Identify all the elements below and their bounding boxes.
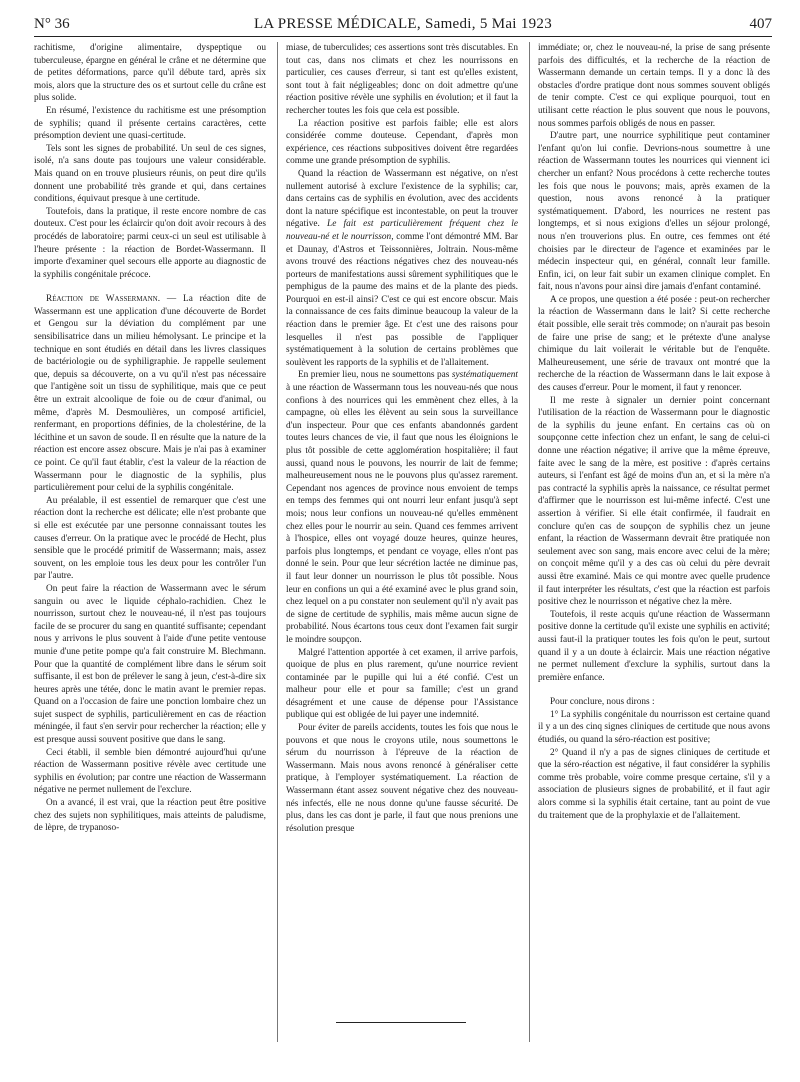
paragraph: Pour conclure, nous dirons : — [550, 697, 655, 708]
paragraph: Tels sont les signes de probabilité. Un seul de ces signes, isolé, n'a sans doute pas toujours une valeur considérable. Mais quand on en trouve plusieurs réunis, on peut dire qu'ils donnent une probabilité très grande et qui, dans certaines conditions, équivaut presque à une certitude. — [34, 143, 266, 205]
paragraph-text: En premier lieu, nous ne soumettons pas — [298, 370, 450, 381]
paragraph: On peut faire la réaction de Wassermann avec le sérum sanguin ou avec le liquide céphalo-rachidien. Chez le nourrisson, surtout chez le nouveau-né, il n'est pas toujours facile de se procurer du sang en quantité suffisante; cependant nous y arrivons le plus souvent à l'aide d'une petite ventouse munie d'une petite pompe qu'a fait construire M. Blechmann. Pour que la quantité de complément libre dans le sérum soit suffisante, il est bon de prélever le sang à jeun, c'est-à-dire six heures après une tétée, donc le matin avant le premier repas. Quand on a l'occasion de faire une ponction lombaire chez un sujet suspect de syphilis, particulièrement en cas de réaction méningée, il faut s'en servir pour rechercher la réaction; elle y est presque aussi souvent positive que dans le sang. — [34, 583, 266, 746]
paragraph: Il me reste à signaler un dernier point concernant l'utilisation de la réaction de Wassermann pour le diagnostic de la syphilis du jeune enfant. En certains cas où on soupçonne cette infection chez un enfant, le sang de celui-ci donne une réaction négative; il arrive que la même épreuve, faite avec le sang de la mère, est positive : d'après certains auteurs, si l'enfant est âgé de moins d'un an, et si la mère n'a pas contracté la syphilis après la naissance, ce résultat permet d'affirmer que le nourrisson est lui-même infecté. C'est une assertion à vérifier. Si elle était confirmée, il faudrait en conclure qu'en cas de soupçon de syphilis chez un jeune enfant, la réaction de Wassermann devrait être pratiquée non seulement avec son sang, mais encore avec celui de la mère; on conçoit même qu'il y a des cas où celui du père devrait aussi être examiné. Mais ce qui montre avec quelle prudence il faut interpréter les résultats, c'est que la réaction est parfois positive chez le nourrisson et négative chez la mère. — [538, 395, 770, 608]
issue-number: N° 36 — [34, 16, 70, 32]
journal-title: LA PRESSE MÉDICALE, Samedi, 5 Mai 1923 — [253, 16, 553, 32]
paragraph: 1° La syphilis congénitale du nourrisson est certaine quand il y a un des cinq signes cliniques de certitude que nous avons étudiés, ou quand la séro-réaction est positive; — [538, 709, 770, 746]
italic-text: Le fait est particulièrement fréquent chez le nouveau-né et le nourrisson, — [286, 219, 518, 242]
paragraph: Toutefois, il reste acquis qu'une réaction de Wassermann positive donne la certitude qu'il existe une syphilis en activité; aussi faut-il la pratiquer toutes les fois qu'on le peut, surtout quand il y a un doute à éclaircir. Mais une réaction négative ne permet nullement d'exclure la syphilis, surtout dans la première enfance. — [538, 609, 770, 683]
paragraph — [34, 293, 266, 495]
column-2 — [286, 42, 518, 1042]
paragraph: Au préalable, il est essentiel de remarquer que c'est une réaction dont la recherche est délicate; elle n'est probante que si elle est exécutée par une personne connaissant toutes les causes d'erreur. On la pratique avec le procédé de Hecht, plus sensible que le procédé primitif de Wassermann; mais, assez souvent, on les emploie tous les deux pour les contrôler l'un par l'autre. — [34, 495, 266, 582]
paragraph: rachitisme, d'origine alimentaire, dyspeptique ou tuberculeuse, épargne en général le crâne et ne détermine que de petites déformations, parce qu'il débute tard, après six mois, alors que la structure des os et surtout celle du crâne est plus solide. — [34, 43, 266, 104]
paragraph: Toutefois, dans la pratique, il reste encore nombre de cas douteux. C'est pour les éclaircir qu'on doit avoir recours à des procédés de laboratoire; parmi ceux-ci un seul est utilisable à l'heure présente : la réaction de Bordet-Wassermann. Il importe d'examiner quel secours elle apporte au diagnostic de la syphilis congénitale précoce. — [34, 206, 266, 280]
paragraph: Pour éviter de pareils accidents, toutes les fois que nous le pouvons et que nous le croyons utile, nous soumettons le sérum du nourrisson à l'épreuve de la réaction de Wassermann. Mais nous avons renoncé à généraliser cette pratique, à l'employer systématiquement. La réaction de Wassermann étant assez souvent négative chez des nouveau-nés infectés, elle ne nous donne qu'une fausse sécurité. De plus, dans les cas dont je parle, il faut que nous prenions une résolution presque — [286, 723, 518, 834]
paragraph: 2° Quand il n'y a pas de signes cliniques de certitude et que la séro-réaction est négative, il faut considérer la syphilis comme très probable, voire comme presque certaine, s'il y a association de plusieurs signes de probabilité, et il faut agir alors comme si la syphilis était certaine, tant au point de vue du traitement que de la prophylaxie et de l'allaitement. — [538, 747, 770, 821]
paragraph: A ce propos, une question a été posée : peut-on rechercher la réaction de Wassermann dans le lait? Si cette recherche était possible, elle serait très commode; on n'aurait pas besoin de faire une prise de sang; et le prétexte d'une analyse chimique du lait voilerait le véritable but de l'enquête. Malheureusement, une série de travaux ont montré que la recherche de la réaction de Wassermann dans le lait expose à des causes d'erreur. Pour le moment, il faut y renoncer. — [538, 294, 770, 394]
paragraph: On a avancé, il est vrai, que la réaction peut être positive chez des sujets non syphilitiques, mais atteints de paludisme, de lèpre, de trypanoso- — [34, 798, 266, 834]
page-number: 407 — [749, 16, 772, 32]
paragraph: immédiate; or, chez le nouveau-né, la prise de sang présente parfois des difficultés, et la recherche de la réaction de Wassermann demande un certain temps. Il y a donc là des obstacles d'ordre pratique dont nous sommes souvent obligés de tenir compte. C'est ce qui explique pourquoi, tout en utilisant cette réaction le plus souvent que nous le pouvons, nous sommes parfois obligés de nous en passer. — [538, 43, 770, 129]
paragraph-text: — La réaction dite de Wassermann est une application d'une découverte de Bordet et Gengou sur la déviation du complément par une sensibilisatrice dans un milieu hémolysant. Le principe et la technique en sont étudiés en détail dans les livres classiques de bactériologie ou de syphiligraphie. Je rappelle seulement que, depuis sa découverte, on a vu qu'il n'est pas nécessaire que l'antigène soit un tissu de syphilitique, mais que ce peut être un extrait alcoolique de foie ou de cœur d'animal, ou même, d'après M. Desmoulières, un composé artificiel, renfermant, en proportions définies, de la cholestérine, de la lécithine et un savon de soude. Il en résulte que la nature de la réaction est encore assez obscure. Mais je n'ai pas à examiner ce point. Ce qu'il faut établir, c'est la valeur de la réaction de Wassermann pour le diagnostic de la syphilis, plus particulièrement pour celui de la syphilis congénitale. — [34, 294, 266, 494]
column-divider — [277, 42, 278, 1042]
paragraph-text: comme l'ont démontré MM. Bar et Daunay, d'Astros et Teissonnières, Joltrain. Nous-même avons trouvé des réactions négatives chez des nouveau-nés porteurs de manifestations aussi sûrement syphilitiques que le pemphigus de la paume des mains et de la plante des pieds. Pourquoi en est-il ainsi? C'est ce qui est encore obscur. Mais la connaissance de ces faits diminue beaucoup la valeur de la réaction dans le premier âge. Et c'est une des raisons pour lesquelles il n'est pas possible de l'appliquer systématiquement à la solution de certains problèmes que soulèvent les rapports de la syphilis et de l'allaitement. — [286, 231, 518, 368]
section-heading: Réaction de Wassermann. — [46, 294, 161, 305]
end-rule — [336, 1022, 466, 1023]
paragraph-text: Quand la réaction de Wassermann est négative, on n'est nullement autorisé à exclure l'existence de la syphilis; car, dans certains cas de syphilis en évolution, avec des accidents dont la nature spécifique est incontestable, on peut la trouver négative. — [286, 168, 518, 230]
column-3 — [538, 42, 770, 1042]
column-1 — [34, 42, 266, 1042]
column-divider — [529, 42, 530, 1042]
italic-text: systématiquement — [451, 370, 518, 381]
header-rule — [34, 36, 772, 37]
page-header — [34, 14, 772, 36]
paragraph — [286, 168, 518, 370]
paragraph: En résumé, l'existence du rachitisme est une présomption de syphilis; quand il présente certains caractères, cette présomption devient une quasi-certitude. — [34, 105, 266, 142]
paragraph: Malgré l'attention apportée à cet examen, il arrive parfois, quoique de plus en plus rarement, qu'une nourrice revient contaminée par le pupille qui lui a été confié. C'est un malheur pour elle et pour sa famille; c'est un grand désagrément et une cause de dépense pour l'Assistance publique qui est obligée de lui payer une indemnité. — [286, 647, 518, 721]
paragraph: La réaction positive est parfois faible; elle est alors considérée comme douteuse. Cependant, d'après mon expérience, ces réactions subpositives doivent être regardées comme une grande présomption de syphilis. — [286, 118, 518, 167]
paragraph: Ceci établi, il semble bien démontré aujourd'hui qu'une réaction de Wassermann positive révèle avec certitude une syphilis en évolution; par contre une réaction de Wassermann négative ne permet nullement de l'exclure. — [34, 747, 266, 796]
paragraph: D'autre part, une nourrice syphilitique peut contaminer l'enfant qu'on lui confie. Devrions-nous soumettre à une réaction de Wassermann toutes les nourrices qui viennent ici chercher un enfant? Nous procédons à cette recherche toutes les fois que nous le pouvons; mais, après examen de la question, nous avons renoncé à la pratiquer systématiquement. D'abord, les nourrices ne restent pas longtemps, et si nous exigions d'elles un séjour prolongé, nous n'en trouverions plus. En outre, ces femmes ont été choisies par le directeur de l'agence et examinées par le médecin inspecteur qui, en général, connaît leur famille. Enfin, ici, on leur fait subir un examen clinique complet. En fait, nous n'avons pour ainsi dire jamais d'enfant contaminé. — [538, 131, 770, 293]
paragraph — [286, 369, 518, 646]
paragraph-text: à une réaction de Wassermann tous les nouveau-nés que nous confions à des nourrices qui les emmènent chez elles, à la campagne, où elles les élèvent au sein sous la surveillance d'un inspecteur. Pour que ces enfants abandonnés gardent toutes leurs chances de vie, il faut que nous les éloignions le plus tôt possible de cette agglomération hospitalière; il faut aussi, quand nous le pouvons, les nourrir de lait de femme; malheureusement nous ne le pouvons plus qu'assez rarement. Cependant nos agences de province nous envoient de temps en temps des femmes qui ont nourri leur enfant jusqu'à sept mois; nous leur confions un nouveau-né qu'elles emmènent chez elles pour le nourrir au sein. Quand ces femmes arrivent à l'hospice, elles ont voyagé douze heures, quinze heures, parfois plus longtemps, et pendant ce voyage, elles n'ont pas donné le sein. Pour que leur sécrétion lactée ne diminue pas, il faut leur donner un nourrisson le plus tôt possible. Nous leur en confions un qui a été examiné avec le plus grand soin, chez lequel on a pu constater non seulement qu'il n'y avait pas de signe de certitude de syphilis, mais même aucun signe de probabilité. Nous écartons tous ceux dont l'examen fait surgir le moindre soupçon. — [286, 383, 518, 645]
paragraph: miase, de tuberculides; ces assertions sont très discutables. En tout cas, dans nos climats et chez les nourrissons en particulier, ces causes d'erreur, si tant est qu'elles existent, sont tout à fait négligeables; donc on doit admettre qu'une réaction positive révèle une syphilis en évolution; et il faut la rechercher toutes les fois que cela est possible. — [286, 43, 518, 116]
